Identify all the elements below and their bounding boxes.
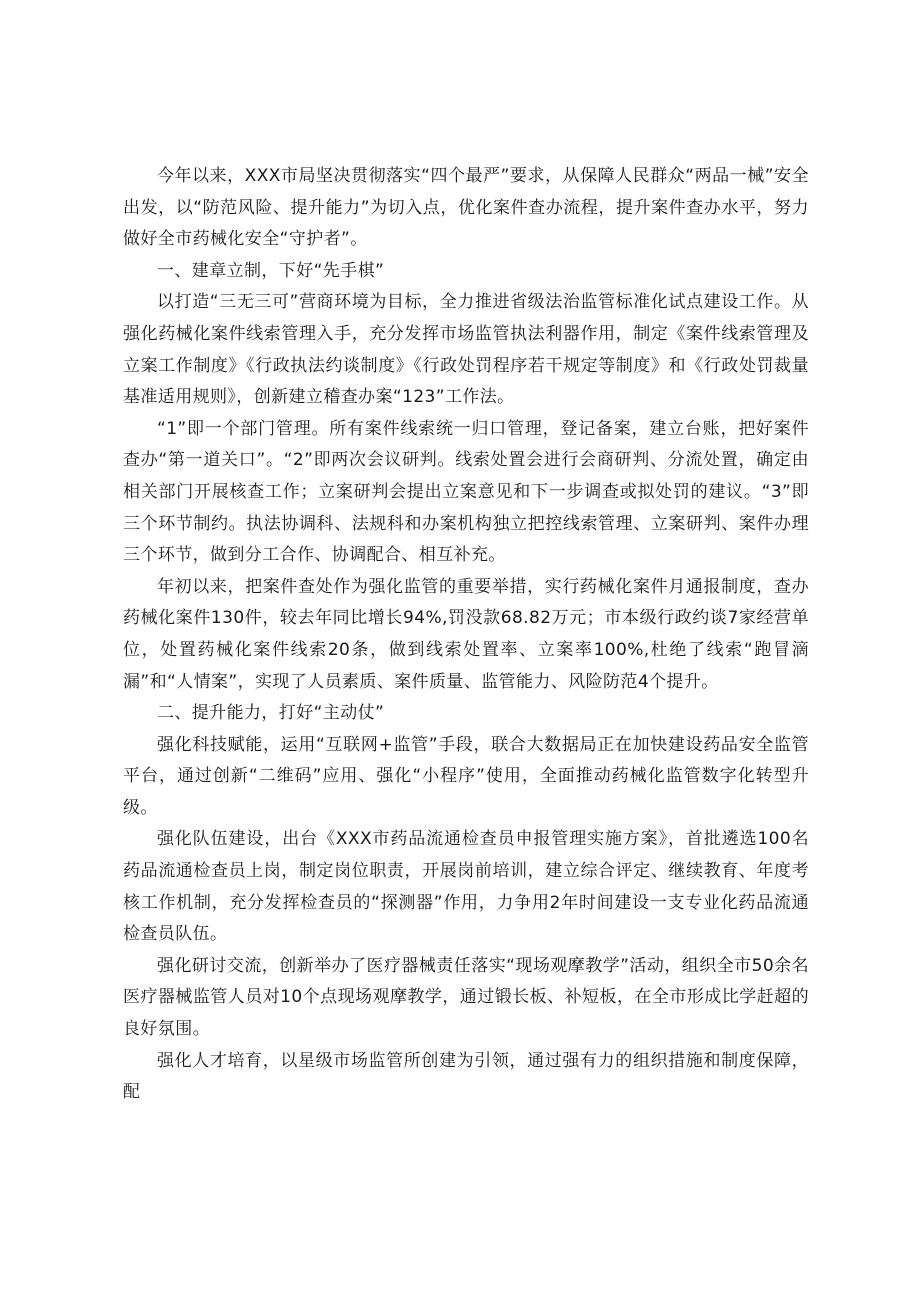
body-paragraph: 年初以来，把案件查处作为强化监管的重要举措，实行药械化案件月通报制度，查办药械化案件130件，较去年同比增长94%,罚没款68.82万元；市本级行政约谈7家经营单位，处置药械化案件线索20条，做到线索处置率、立案率100%,杜绝了线索“跑冒滴漏”和“人情案”，实现了人员素质、案件质量、监管能力、风险防范4个提升。: [123, 576, 809, 692]
document-page: [123, 161, 809, 1109]
body-paragraph: “1”即一个部门管理。所有案件线索统一归口管理，登记备案，建立台账，把好案件查办“第一道关口”。“2”即两次会议研判。线索处置会进行会商研判、分流处置，确定由相关部门开展核查工作；立案研判会提出立案意见和下一步调查或拟处罚的建议。“3”即三个环节制约。执法协调科、法规科和办案机构独立把控线索管理、立案研判、案件办理三个环节，做到分工合作、协调配合、相互补充。: [123, 418, 809, 566]
section-heading-2: 二、提升能力，打好“主动仗”: [157, 703, 385, 724]
body-paragraph: 强化队伍建设，出台《XXX市药品流通检查员申报管理实施方案》，首批遴选100名药品流通检查员上岗，制定岗位职责，开展岗前培训，建立综合评定、继续教育、年度考核工作机制，充分发挥检查员的“探测器”作用，力争用2年时间建设一支专业化药品流通检查员队伍。: [123, 829, 809, 945]
body-paragraph: 强化研讨交流，创新举办了医疗器械责任落实“现场观摩教学”活动，组织全市50余名医疗器械监管人员对10个点现场观摩教学，通过锻长板、补短板，在全市形成比学赶超的良好氛围。: [123, 955, 809, 1040]
body-paragraph: 强化科技赋能，运用“互联网+监管”手段，联合大数据局正在加快建设药品安全监管平台，通过创新“二维码”应用、强化“小程序”使用，全面推动药械化监管数字化转型升级。: [123, 734, 809, 818]
body-paragraph: 强化人才培育，以星级市场监管所创建为引领，通过强有力的组织措施和制度保障，配: [123, 1050, 809, 1103]
body-paragraph: 以打造“三无三可”营商环境为目标，全力推进省级法治监管标准化试点建设工作。从强化药械化案件线索管理入手，充分发挥市场监管执法利器作用，制定《案件线索管理及立案工作制度》《行政执法约谈制度》《行政处罚程序若干规定等制度》和《行政处罚裁量基准适用规则》，创新建立稽查办案“123”工作法。: [123, 292, 809, 408]
section-heading-1: 一、建章立制，下好“先手棋”: [157, 260, 385, 281]
intro-paragraph: 今年以来，XXX市局坚决贯彻落实“四个最严”要求，从保障人民群众“两品一械”安全出发，以“防范风险、提升能力”为切入点，优化案件查办流程，提升案件查办水平，努力做好全市药械化安全“守护者”。: [123, 166, 809, 250]
